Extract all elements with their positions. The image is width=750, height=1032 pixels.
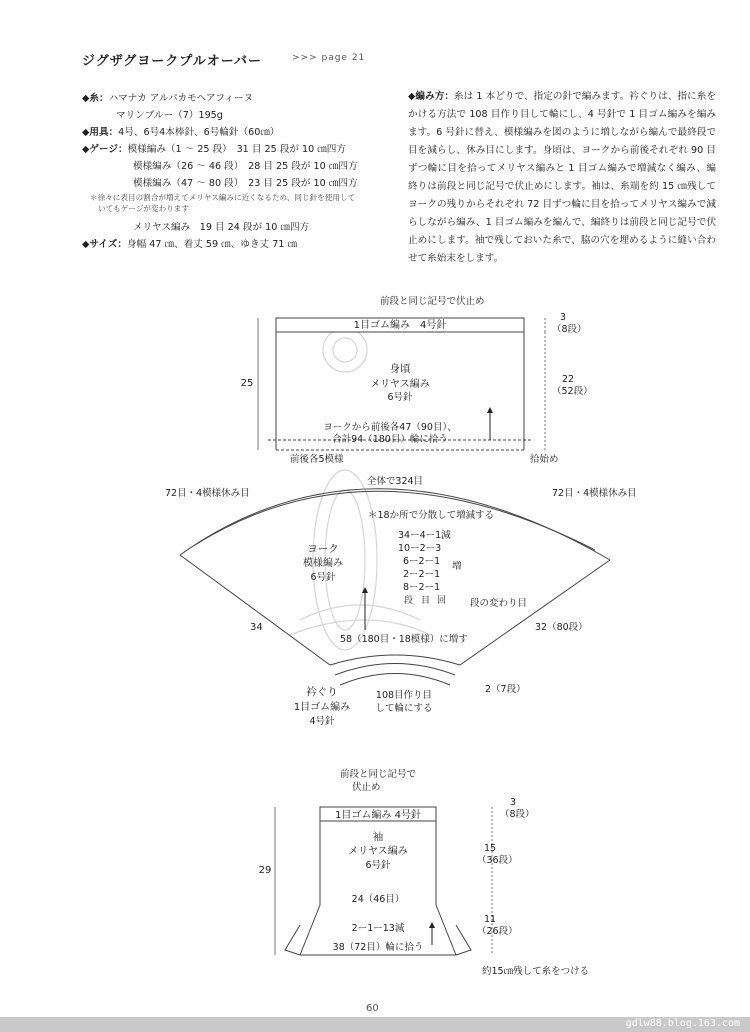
body-length-rows: （52段） [552,386,593,397]
body-panel-needle: 6号針 [387,392,413,403]
page-title: ジグザグヨークプルオーバー [82,54,263,69]
gauge-line-2: 模様編み（26 ～ 46 段） 28 目 25 段が 10 ㎝四方 [133,161,358,172]
pickup-start-label: 拾始め [530,454,559,465]
neck-rows-label: 2（7段） [485,684,526,695]
sleeve-rib-label: 1目ゴム編み 4号針 [335,810,421,821]
sleeve-width-label: 24（46目） [351,894,405,905]
body-pickup-line-2: 合計94（180目）輪に拾う [332,434,448,445]
page-reference: >>> page 21 [292,53,366,63]
tools-line: ◆用具：4号、6号4本棒針、6号輪針（60㎝） [82,127,280,138]
footer-site-text: gdlw88.blog.163.com [625,1018,740,1029]
sleeve-body-rows: （36段） [477,855,518,866]
sleeve-body-cm: 15 [484,843,497,854]
body-rib-label: 1目ゴム編み 4号針 [353,320,447,331]
body-left-dimension: 25 [240,378,254,389]
sleeve-left-dimension: 29 [258,865,272,876]
yarn-end-note: 約15㎝残して糸をつける [482,966,590,977]
body-yoke-diagram [0,290,750,750]
sleeve-rib-cm: 3 [510,797,517,808]
method-label: ◆編み方： [408,91,454,102]
inc-row-2: 10ー2ー3 [398,543,442,554]
gauge-note-2: いてもゲージが変わります [98,204,189,213]
materials-block [82,90,358,253]
gauge-line-4: メリヤス編み 19 目 24 段が 10 ㎝四方 [133,222,310,233]
gauge-line-1: ◆ゲージ：模様編み（1 ～ 25 段） 31 目 25 段が 10 ㎝四方 [82,144,346,155]
neck-needle: 4号針 [309,716,335,727]
yarn-line: ◆糸：ハマナカ アルパカモヘアフィーヌ [82,93,254,104]
body-length-cm: 22 [562,374,575,385]
gauge-line-3: 模様編み（47 ～ 80 段） 23 目 25 段が 10 ㎝四方 [133,178,358,189]
method-block [408,88,716,268]
yoke-name: ヨーク [307,543,339,555]
body-panel-stitch: メリヤス編み [370,379,430,390]
inc-row-5: 8ー2ー1 [403,582,441,593]
rest-stitches-left: 72目・4模様休み目 [165,488,250,499]
body-pickup-line-1: ヨークから前後各47（90目）、 [323,422,457,433]
sleeve-panel-stitch: メリヤス編み [348,846,408,857]
sleeve-decrease-label: 2ー1ー13減 [351,923,405,934]
row-change-label: 段の変わり目 [470,598,528,609]
size-line: ◆サイズ：身幅 47 ㎝、着丈 59 ㎝、ゆき丈 71 ㎝ [82,239,298,250]
sleeve-pickup-label: 38（72目）輪に拾う [332,942,424,953]
inc-row-3: 6ー2ー1 [403,556,441,567]
inc-row-4: 2ー2ー1 [403,569,441,580]
body-panel-name: 身頃 [389,363,411,375]
sleeve-lower-cm: 11 [484,914,497,925]
total-stitch-label: 全体で324目 [366,476,424,487]
cast-on-line-1: 108目作り目 [375,690,433,701]
cast-on-line-2: して輪にする [375,703,433,714]
sleeve-bind-off-line-1: 前段と同じ記号で [339,769,417,780]
sleeve-rib-rows: （8段） [500,809,535,820]
increase-note: ＊18か所で分散して増減する [368,510,495,521]
neck-name: 衿ぐり [306,686,338,698]
rest-stitches-right: 72目・4模様休み目 [552,488,637,499]
inc-header-times: 回 [437,596,447,606]
body-bind-off-note: 前段と同じ記号で伏止め [380,296,485,307]
neck-stitch: 1目ゴム編み [293,702,351,713]
sleeve-diagram [0,765,750,995]
yoke-needle: 6号針 [310,572,336,583]
sleeve-panel-name: 袖 [372,831,384,843]
method-text: 糸は 1 本どりで、指定の針で編みます。衿ぐりは、指に糸をかける方法で 108 目作り目して輪にし、4 号針で 1 目ゴム編みを編みます。6 号針に替え、模様編みを図のように増しながら編んで最終段で目を減らし、休み目にします。身頃は、ヨークから前後それぞれ 90 目ずつ輪に目を拾ってメリヤス編みと 1 目ゴム編みで増減なく編み、編終りは前段と同じ記号で伏止めにします。袖は、糸端を約 15 ㎝残してヨークの残りからそれぞれ 72 目ずつ輪に目を拾ってメリヤス編みで減らしながら編み、1 目ゴム編みを編んで、編終りは前段と同じ記号で伏止めにします。袖で残しておいた糸で、脇の穴を埋めるように縫い合わせて糸始末をします。 [408,91,716,264]
yarn-color-line: マリンブルー（7）195g [116,110,223,121]
body-rib-cm: 3 [560,312,567,323]
yoke-left-dimension: 34 [250,622,263,633]
pattern-count-label: 前後各5模様 [290,454,344,465]
yoke-right-dimension: 32（80段） [535,622,588,633]
gauge-note-1: ＊徐々に表目の割合が増えてメリヤス編みに近くなるため、同じ針を使用して [90,193,356,202]
body-rib-rows: （8段） [552,324,587,335]
sleeve-panel-needle: 6号針 [365,860,391,871]
inc-header-stitches: 目 [421,596,431,606]
page-number: 60 [366,1003,379,1014]
inc-row-1: 34ー4ー1減 [398,530,451,541]
inc-side-label: 増 [452,561,462,572]
inc-header-rows: 段 [404,596,414,606]
sleeve-lower-rows: （26段） [477,926,518,937]
sleeve-bind-off-line-2: 伏止め [352,782,381,793]
yoke-increase-to: 58（180目・18模様）に増す [340,634,468,645]
yoke-stitch: 模様編み [303,558,343,569]
